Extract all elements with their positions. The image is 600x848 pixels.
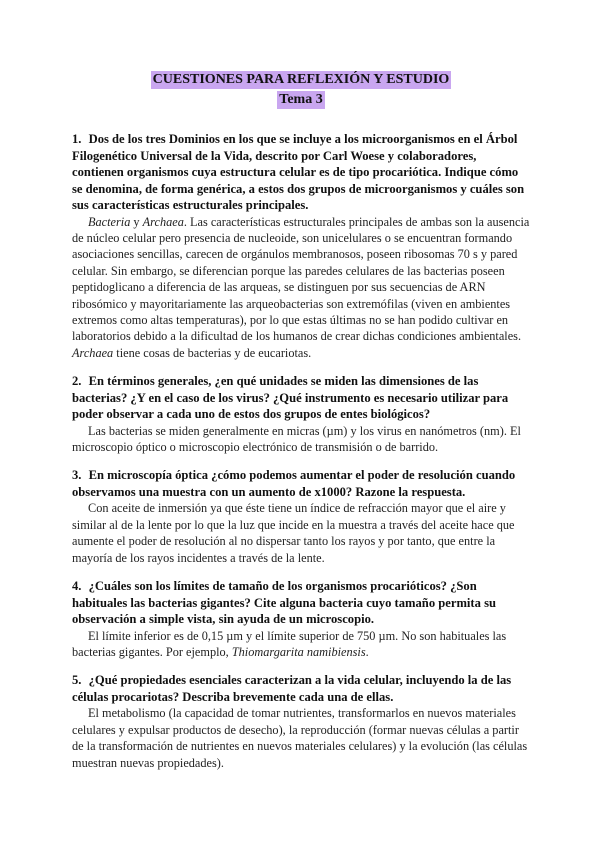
answer-1 [72, 214, 530, 362]
question-text: ¿Cuáles son los límites de tamaño de los organismos procarióticos? ¿Son habituales las bacterias gigantes? Cite alguna bacteria cuyo tamaño permita su observación a simple vista, sin ayuda de un microscopio. [72, 579, 496, 627]
question-text: Dos de los tres Dominios en los que se incluye a los microorganismos en el Árbol Filogenético Universal de la Vida, descrito por Carl Woese y colaboradores, contienen organismos cuya estructura celular es de tipo procariótica. Indique cómo se denomina, de forma genérica, a estos dos grupos de microorganismos y cuáles son sus características estructurales principales. [72, 132, 525, 212]
question-section-4 [72, 578, 530, 660]
answer-2: Las bacterias se miden generalmente en micras (µm) y los virus en nanómetros (nm). El microscopio óptico o microscopio electrónico de transmisión o de barrido. [72, 423, 521, 455]
answer-text: y [130, 214, 143, 229]
question-number: 3. [72, 468, 82, 483]
taxon-name: Archaea [142, 214, 184, 229]
taxon-name: Thiomargarita namibiensis [231, 645, 366, 659]
question-number: 4. [72, 579, 82, 594]
question-text: En microscopía óptica ¿cómo podemos aumentar el poder de resolución cuando observamos una muestra con un aumento de x1000? Razone la respuesta. [72, 468, 516, 499]
answer-3: Con aceite de inmersión ya que éste tiene un índice de refracción mayor que el aire y similar al de la lente por lo que la luz que incide en la muestra a través del aceite hace que aumente el poder de resolución al no dispersar tanto los rayos y por tanto, que entre la mayoría de los rayos incidentes a través de la lente. [72, 501, 515, 565]
title-block [72, 70, 530, 109]
question-3 [72, 467, 530, 500]
question-4 [72, 578, 530, 628]
question-text: ¿Qué propiedades esenciales caracterizan a la vida celular, incluyendo la de las células procariotas? Describa brevemente cada una de ellas. [72, 673, 512, 704]
question-section-1 [72, 131, 530, 361]
taxon-name: Archaea [72, 345, 114, 360]
document-subtitle: Tema 3 [279, 92, 323, 107]
question-section-5 [72, 672, 530, 771]
question-2 [72, 373, 530, 423]
question-1 [72, 131, 530, 214]
answer-text: El límite inferior es de 0,15 µm y el límite superior de 750 µm. No son habituales las bacterias gigantes. Por ejemplo, [72, 628, 507, 659]
answer-text: . Las características estructurales principales de ambas son la ausencia de núcleo celular pero presencia de nucleoide, son unicelulares o se encuentran formando asociaciones sencillas, carecen de orgánulos membranosos, poseen ribosomas 70 s y pared celular. Sin embargo, se diferencian porque las paredes celulares de las bacterias poseen peptidoglicano a diferencia de las arqueas, se distinguen por sus secuencias de ARN ribosómico y mayoritariamente las arqueobacterias son extremófilas (viven en ambientes extremos como altas temperaturas), por lo que estas últimas no se han podido cultivar en laboratorios debido a la dificultad de los humanos de crear dichas condiciones ambientales. [72, 214, 530, 344]
answer-4 [72, 628, 530, 661]
question-number: 5. [72, 673, 82, 688]
taxon-name: Bacteria [88, 214, 131, 229]
answer-5: El metabolismo (la capacidad de tomar nutrientes, transformarlos en nuevos materiales celulares y expulsar productos de desecho), la reproducción (formar nuevas células a partir de la transformación de nutrientes en nuevos materiales celulares) y la evolución (las células muestran nuevas propiedades). [72, 706, 528, 770]
question-section-2 [72, 373, 530, 455]
question-5 [72, 672, 530, 705]
question-section-3 [72, 467, 530, 566]
answer-text: . [365, 645, 369, 659]
question-text: En términos generales, ¿en qué unidades se miden las dimensiones de las bacterias? ¿Y en el caso de los virus? ¿Qué instrumento es necesario utilizar para poder observar a cada uno de estos dos grupos de entes biológicos? [72, 374, 509, 422]
question-number: 2. [72, 374, 82, 389]
document-title: CUESTIONES PARA REFLEXIÓN Y ESTUDIO [152, 72, 450, 87]
question-number: 1. [72, 132, 82, 146]
answer-text: tiene cosas de bacterias y de eucariotas. [113, 345, 312, 360]
